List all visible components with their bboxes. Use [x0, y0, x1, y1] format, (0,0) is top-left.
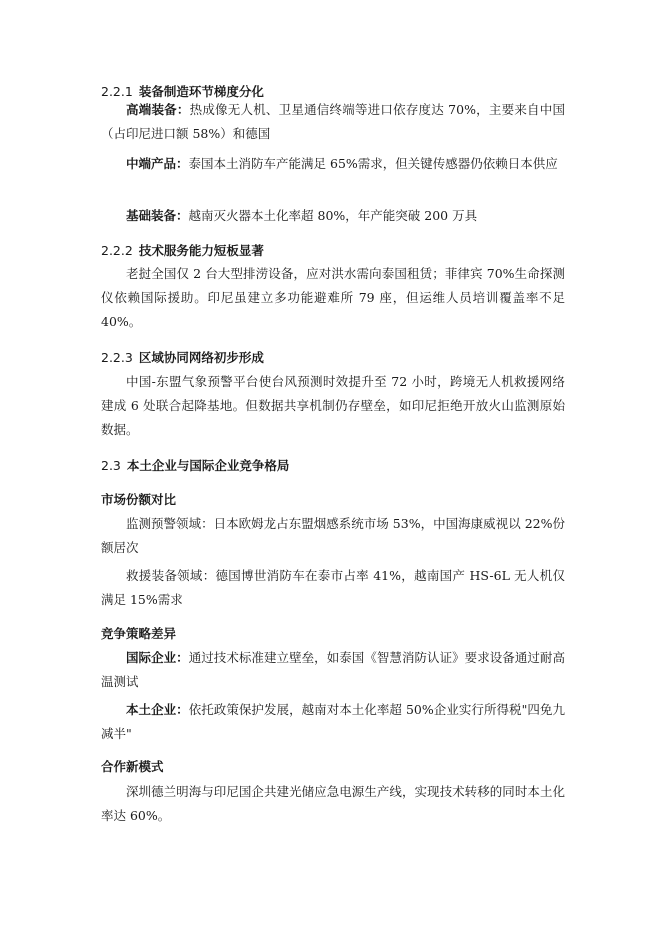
section-heading-2-3 — [101, 458, 289, 474]
paragraph-text: 老挝全国仅 2 台大型排涝设备，应对洪水需向泰国租赁；菲律宾 70%生命探测仪依赖国际援助。印尼虽建立多功能避难所 79 座，但运维人员培训覆盖率不足 40%。 — [101, 266, 565, 329]
paragraph-lead: 基础装备： — [126, 208, 189, 223]
paragraph-text: 越南灭火器本土化率超 80%，年产能突破 200 万具 — [188, 208, 478, 223]
section-title: 装备制造环节梯度分化 — [138, 84, 264, 99]
paragraph-text: 热成像无人机、卫星通信终端等进口依存度达 70%，主要来自中国（占印尼进口额 58%）和德国 — [101, 102, 565, 141]
paragraph-lead: 高端装备： — [126, 102, 190, 117]
paragraph-text: 通过技术标准建立壁垒，如泰国《智慧消防认证》要求设备通过耐高温测试 — [101, 650, 565, 689]
section-heading-2-2-3 — [101, 350, 264, 366]
paragraph-tech-service-gap — [101, 262, 565, 334]
section-title: 本土企业与国际企业竞争格局 — [126, 458, 290, 473]
section-number: 2.2.1 — [101, 84, 133, 99]
paragraph-text: 依托政策保护发展，越南对本土化率超 50%企业实行所得税"四免九减半" — [101, 702, 565, 741]
subheading-cooperation — [101, 759, 164, 775]
paragraph-text: 泰国本土消防车产能满足 65%需求，但关键传感器仍依赖日本供应 — [188, 156, 558, 171]
paragraph-text: 深圳德兰明海与印尼国企共建光储应急电源生产线，实现技术转移的同时本土化率达 60%。 — [101, 784, 565, 823]
subheading-title: 合作新模式 — [101, 759, 164, 774]
paragraph-local-firms — [101, 698, 565, 746]
section-title: 技术服务能力短板显著 — [138, 243, 264, 258]
paragraph-mid-end-products — [101, 152, 565, 176]
paragraph-basic-equipment — [101, 204, 565, 228]
paragraph-lead: 本土企业： — [126, 702, 189, 717]
paragraph-monitoring-market — [101, 512, 565, 560]
paragraph-text: 救援装备领域：德国博世消防车在泰市占率 41%，越南国产 HS-6L 无人机仅满足 15%需求 — [101, 568, 565, 607]
subheading-strategy — [101, 626, 176, 642]
section-number: 2.2.2 — [101, 243, 133, 258]
paragraph-lead: 中端产品： — [126, 156, 189, 171]
subheading-title: 竞争策略差异 — [101, 626, 177, 641]
paragraph-international-firms — [101, 646, 565, 694]
paragraph-text: 监测预警领域：日本欧姆龙占东盟烟感系统市场 53%，中国海康威视以 22%份额居次 — [101, 516, 565, 555]
paragraph-text: 中国-东盟气象预警平台使台风预测时效提升至 72 小时，跨境无人机救援网络建成 6 处联合起降基地。但数据共享机制仍存壁垒，如印尼拒绝开放火山监测原始数据。 — [101, 374, 565, 437]
section-number: 2.2.3 — [101, 350, 133, 365]
subheading-title: 市场份额对比 — [101, 492, 177, 507]
paragraph-cooperation-model — [101, 780, 565, 828]
section-heading-2-2-2 — [101, 243, 264, 259]
paragraph-high-end-equipment — [101, 98, 565, 146]
subheading-market-share — [101, 492, 176, 508]
paragraph-regional-network — [101, 370, 565, 442]
section-number: 2.3 — [101, 458, 121, 473]
paragraph-rescue-market — [101, 564, 565, 612]
paragraph-lead: 国际企业： — [126, 650, 189, 665]
section-title: 区域协同网络初步形成 — [138, 350, 264, 365]
